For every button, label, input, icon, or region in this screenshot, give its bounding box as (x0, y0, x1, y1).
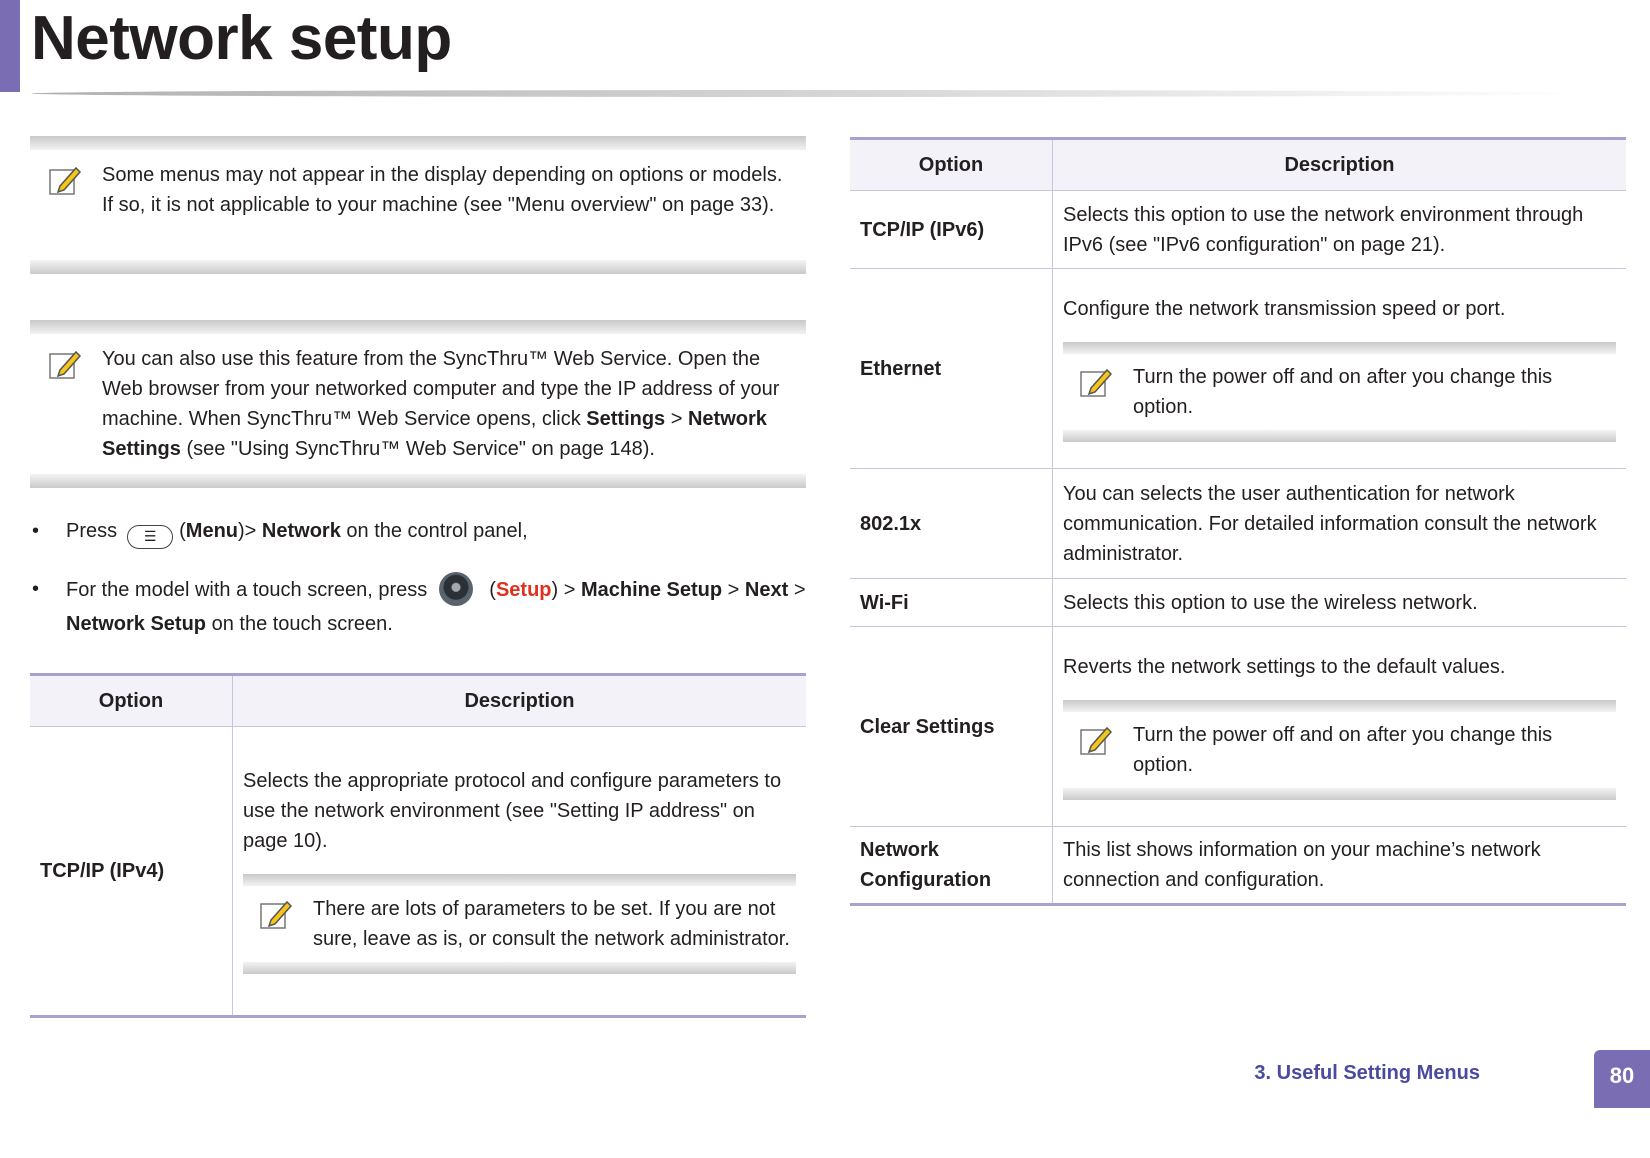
page-title: Network setup (31, 4, 452, 73)
option-cell: TCP/IP (IPv6) (850, 191, 1053, 269)
note-text: You can also use this feature from the SyncThru™ Web Service. Open the Web browser from your networked computer and type the IP address of your machine. When SyncThru™ Web Service opens, click Settings > Network Settings (see "Using SyncThru™ Web Service" on page 148). (102, 348, 780, 460)
menu-button-icon: ☰ (127, 525, 173, 549)
cell-note-box: Turn the power off and on after you change this option. (1063, 342, 1616, 442)
description-cell: Selects the appropriate protocol and configure parameters to use the network environment (see "Setting IP address" on page 10). There are lots of parameters to be set. If you are not sure, leave as is, or consult the network administrator. (233, 727, 807, 1017)
table-row (850, 579, 1626, 627)
title-divider (31, 90, 1591, 97)
option-header: Option (30, 675, 233, 727)
option-cell: Clear Settings (850, 627, 1053, 827)
option-cell: TCP/IP (IPv4) (30, 727, 233, 1017)
note-box-2 (30, 320, 806, 488)
option-cell: Ethernet (850, 269, 1053, 469)
right-option-table (850, 137, 1626, 906)
table-row (30, 727, 806, 1017)
option-cell: Wi-Fi (850, 579, 1053, 627)
description-cell: This list shows information on your machine’s network connection and configuration. (1053, 827, 1627, 905)
description-cell: Selects this option to use the wireless network. (1053, 579, 1627, 627)
chapter-label: 3. Useful Setting Menus (1254, 1062, 1480, 1084)
title-accent-bar (0, 0, 20, 92)
description-cell: You can selects the user authentication for network communication. For detailed information consult the network administrator. (1053, 469, 1627, 579)
note-bar-top (30, 320, 806, 334)
table-row (850, 627, 1626, 827)
option-header: Option (850, 139, 1053, 191)
setup-gear-icon (439, 572, 473, 606)
table-row (850, 827, 1626, 905)
pencil-note-icon (257, 896, 293, 932)
description-cell: Reverts the network settings to the default values. Turn the power off and on after you change this option. (1053, 627, 1627, 827)
table-row (850, 191, 1626, 269)
cell-note-box: Turn the power off and on after you change this option. (1063, 700, 1616, 800)
option-cell: 802.1x (850, 469, 1053, 579)
note-bar-bottom (30, 474, 806, 488)
description-header: Description (1053, 139, 1627, 191)
table-row (850, 469, 1626, 579)
pencil-note-icon (46, 346, 82, 382)
cell-note-box: There are lots of parameters to be set. If you are not sure, leave as is, or consult the network administrator. (243, 874, 796, 974)
note-bar-top (30, 136, 806, 150)
table-row (850, 269, 1626, 469)
page-number: 80 (1594, 1050, 1650, 1108)
option-cell: Network Configuration (850, 827, 1053, 905)
pencil-note-icon (1077, 364, 1113, 400)
description-header: Description (233, 675, 807, 727)
bullet-press-menu: • Press ☰ (Menu)> Network on the control panel, (66, 514, 806, 549)
pencil-note-icon (1077, 722, 1113, 758)
description-cell: Configure the network transmission speed or port. Turn the power off and on after you change this option. (1053, 269, 1627, 469)
bullet-touch-screen: • For the model with a touch screen, press (Setup) > Machine Setup > Next > Network Setup on the touch screen. (66, 572, 806, 641)
network-settings-label: Network Settings (102, 408, 767, 460)
note-text: Some menus may not appear in the display depending on options or models. If so, it is not applicable to your machine (see "Menu overview" on page 33). (102, 164, 783, 216)
note-bar-bottom (30, 260, 806, 274)
description-cell: Selects this option to use the network environment through IPv6 (see "IPv6 configuration" on page 21). (1053, 191, 1627, 269)
settings-label: Settings (586, 408, 666, 430)
note-box-1 (30, 136, 806, 274)
left-option-table (30, 673, 806, 1018)
pencil-note-icon (46, 162, 82, 198)
